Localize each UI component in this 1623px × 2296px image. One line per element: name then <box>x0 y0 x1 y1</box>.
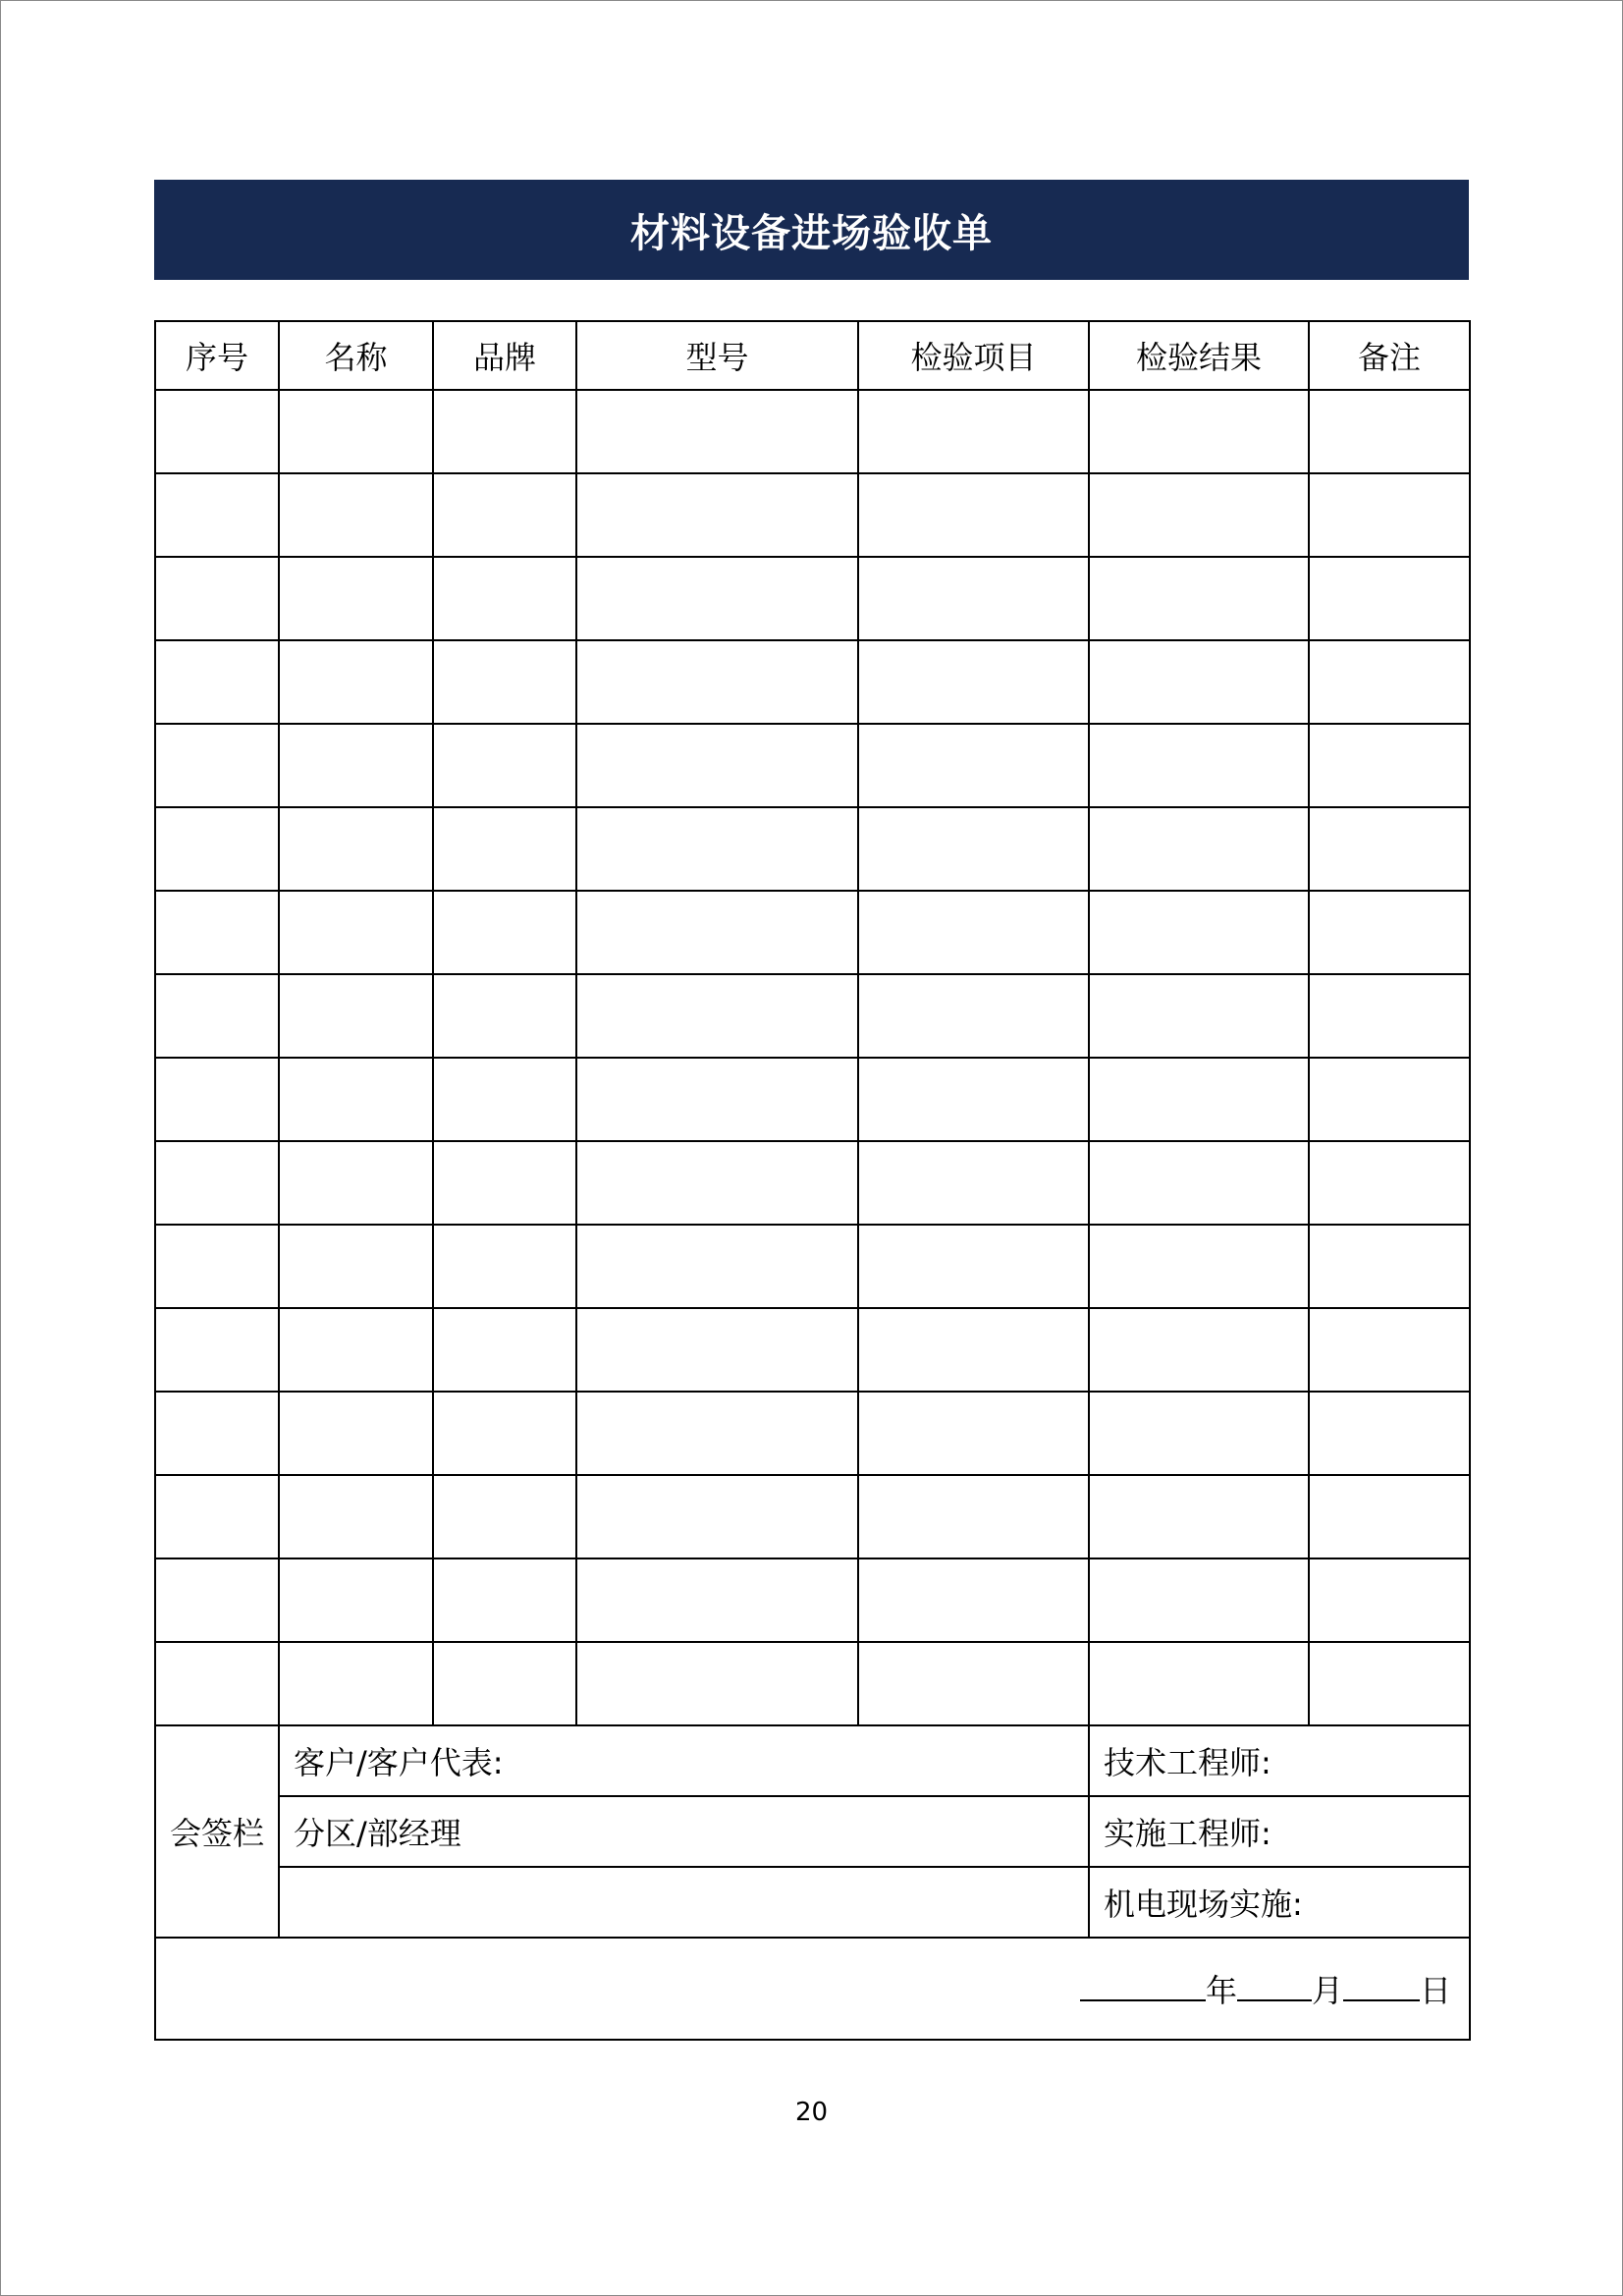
table-row <box>155 974 1470 1058</box>
table-cell[interactable] <box>1309 1642 1470 1725</box>
table-cell[interactable] <box>155 807 279 891</box>
table-row <box>155 1308 1470 1392</box>
table-cell[interactable] <box>576 724 858 807</box>
day-blank[interactable] <box>1343 1970 1420 2001</box>
table-row <box>155 1475 1470 1558</box>
table-cell[interactable] <box>1309 1558 1470 1642</box>
table-cell[interactable] <box>1089 1141 1309 1225</box>
table-cell[interactable] <box>155 473 279 557</box>
table-cell[interactable] <box>1089 1058 1309 1141</box>
table-cell[interactable] <box>279 807 433 891</box>
table-cell[interactable] <box>858 1058 1089 1141</box>
table-cell[interactable] <box>1089 390 1309 473</box>
table-cell[interactable] <box>576 1141 858 1225</box>
table-cell[interactable] <box>1309 557 1470 640</box>
table-row <box>155 1225 1470 1308</box>
signoff-row-2 <box>155 1796 1470 1867</box>
table-row <box>155 557 1470 640</box>
header-row <box>155 321 1470 390</box>
table-cell[interactable] <box>1089 891 1309 974</box>
table-cell[interactable] <box>576 1558 858 1642</box>
date-row <box>155 1938 1470 2040</box>
signoff-customer-rep[interactable]: 客户/客户代表: <box>279 1725 1089 1796</box>
table-cell[interactable] <box>433 1392 576 1475</box>
table-cell[interactable] <box>1089 974 1309 1058</box>
table-cell[interactable] <box>576 1225 858 1308</box>
table-cell[interactable] <box>279 1141 433 1225</box>
table-cell[interactable] <box>1309 807 1470 891</box>
table-row <box>155 891 1470 974</box>
table-cell[interactable] <box>155 1392 279 1475</box>
table-cell[interactable] <box>576 1392 858 1475</box>
table-cell[interactable] <box>433 557 576 640</box>
month-label: 月 <box>1311 1972 1343 2009</box>
table-cell[interactable] <box>155 1475 279 1558</box>
table-cell[interactable] <box>279 390 433 473</box>
table-cell[interactable] <box>1309 974 1470 1058</box>
header-remarks: 备注 <box>1309 321 1470 390</box>
table-cell[interactable] <box>576 891 858 974</box>
date-line <box>155 1938 1470 2040</box>
table-cell[interactable] <box>1089 473 1309 557</box>
signoff-row-1 <box>155 1725 1470 1796</box>
table-cell[interactable] <box>1309 640 1470 724</box>
table-cell[interactable] <box>433 807 576 891</box>
table-cell[interactable] <box>576 390 858 473</box>
signoff-label: 会签栏 <box>155 1725 279 1938</box>
table-cell[interactable] <box>576 1642 858 1725</box>
table-cell[interactable] <box>858 1308 1089 1392</box>
table-cell[interactable] <box>1309 1058 1470 1141</box>
table-cell[interactable] <box>433 974 576 1058</box>
signoff-implementation-engineer[interactable]: 实施工程师: <box>1089 1796 1470 1867</box>
table-cell[interactable] <box>155 974 279 1058</box>
table-cell[interactable] <box>1309 1141 1470 1225</box>
table-row <box>155 473 1470 557</box>
signoff-blank-cell[interactable] <box>279 1867 1089 1938</box>
header-inspection-item: 检验项目 <box>858 321 1089 390</box>
table-row <box>155 640 1470 724</box>
table-cell[interactable] <box>1089 1475 1309 1558</box>
table-cell[interactable] <box>279 891 433 974</box>
table-cell[interactable] <box>433 390 576 473</box>
day-label: 日 <box>1419 1972 1451 2009</box>
table-cell[interactable] <box>1089 1392 1309 1475</box>
table-cell[interactable] <box>279 1308 433 1392</box>
year-label: 年 <box>1205 1972 1237 2009</box>
table-cell[interactable] <box>858 1642 1089 1725</box>
table-cell[interactable] <box>1089 807 1309 891</box>
signoff-mep-site[interactable]: 机电现场实施: <box>1089 1867 1470 1938</box>
table-cell[interactable] <box>279 724 433 807</box>
table-cell[interactable] <box>433 1141 576 1225</box>
table-cell[interactable] <box>279 1475 433 1558</box>
table-cell[interactable] <box>858 557 1089 640</box>
table-cell[interactable] <box>858 974 1089 1058</box>
table-cell[interactable] <box>858 1475 1089 1558</box>
table-cell[interactable] <box>1309 473 1470 557</box>
table-row <box>155 1392 1470 1475</box>
table-cell[interactable] <box>576 974 858 1058</box>
table-cell[interactable] <box>279 1225 433 1308</box>
table-row <box>155 1141 1470 1225</box>
table-cell[interactable] <box>858 1141 1089 1225</box>
table-cell[interactable] <box>279 473 433 557</box>
table-cell[interactable] <box>576 1308 858 1392</box>
table-cell[interactable] <box>576 640 858 724</box>
table-cell[interactable] <box>279 974 433 1058</box>
header-serial: 序号 <box>155 321 279 390</box>
table-cell[interactable] <box>1309 724 1470 807</box>
table-cell[interactable] <box>279 1058 433 1141</box>
table-row <box>155 807 1470 891</box>
table-cell[interactable] <box>858 1392 1089 1475</box>
table-cell[interactable] <box>858 473 1089 557</box>
table-cell[interactable] <box>433 891 576 974</box>
table-cell[interactable] <box>155 640 279 724</box>
table-cell[interactable] <box>858 891 1089 974</box>
table-cell[interactable] <box>1309 1308 1470 1392</box>
header-inspection-result: 检验结果 <box>1089 321 1309 390</box>
table-cell[interactable] <box>433 1642 576 1725</box>
table-cell[interactable] <box>279 557 433 640</box>
signoff-tech-engineer[interactable]: 技术工程师: <box>1089 1725 1470 1796</box>
table-cell[interactable] <box>155 1225 279 1308</box>
header-name: 名称 <box>279 321 433 390</box>
table-cell[interactable] <box>433 473 576 557</box>
table-cell[interactable] <box>576 1475 858 1558</box>
table-cell[interactable] <box>155 1642 279 1725</box>
table-cell[interactable] <box>858 807 1089 891</box>
table-cell[interactable] <box>1089 1308 1309 1392</box>
year-blank[interactable] <box>1080 1970 1206 2001</box>
table-cell[interactable] <box>433 1058 576 1141</box>
table-cell[interactable] <box>279 1392 433 1475</box>
month-blank[interactable] <box>1237 1970 1312 2001</box>
inspection-table <box>154 320 1471 2041</box>
table-cell[interactable] <box>155 390 279 473</box>
table-cell[interactable] <box>433 640 576 724</box>
table-cell[interactable] <box>433 1225 576 1308</box>
table-cell[interactable] <box>433 724 576 807</box>
table-cell[interactable] <box>1089 640 1309 724</box>
table-cell[interactable] <box>1309 1475 1470 1558</box>
table-row <box>155 1642 1470 1725</box>
table-cell[interactable] <box>155 1058 279 1141</box>
table-cell[interactable] <box>1089 557 1309 640</box>
table-cell[interactable] <box>155 891 279 974</box>
table-cell[interactable] <box>155 1141 279 1225</box>
header-brand: 品牌 <box>433 321 576 390</box>
table-cell[interactable] <box>858 1558 1089 1642</box>
page-number: 20 <box>794 2098 829 2127</box>
table-cell[interactable] <box>433 1558 576 1642</box>
table-cell[interactable] <box>576 1058 858 1141</box>
table-cell[interactable] <box>1309 1225 1470 1308</box>
table-cell[interactable] <box>858 724 1089 807</box>
table-cell[interactable] <box>433 1475 576 1558</box>
table-row <box>155 1558 1470 1642</box>
table-row <box>155 390 1470 473</box>
table-cell[interactable] <box>279 640 433 724</box>
signoff-row-3 <box>155 1867 1470 1938</box>
table-row <box>155 1058 1470 1141</box>
table-cell[interactable] <box>858 640 1089 724</box>
table-cell[interactable] <box>1309 390 1470 473</box>
table-cell[interactable] <box>155 557 279 640</box>
table-cell[interactable] <box>858 1225 1089 1308</box>
table-cell[interactable] <box>1089 1642 1309 1725</box>
table-cell[interactable] <box>155 1558 279 1642</box>
table-cell[interactable] <box>1089 1225 1309 1308</box>
page-title: 材料设备进场验收单 <box>630 210 993 256</box>
table-cell[interactable] <box>1309 891 1470 974</box>
table-cell[interactable] <box>1089 1558 1309 1642</box>
table-cell[interactable] <box>576 807 858 891</box>
table-cell[interactable] <box>279 1558 433 1642</box>
table-cell[interactable] <box>576 473 858 557</box>
table-cell[interactable] <box>433 1308 576 1392</box>
signoff-division-manager[interactable]: 分区/部经理 <box>279 1796 1089 1867</box>
table-cell[interactable] <box>279 1642 433 1725</box>
table-cell[interactable] <box>1089 724 1309 807</box>
table-cell[interactable] <box>858 390 1089 473</box>
table-row <box>155 724 1470 807</box>
table-cell[interactable] <box>576 557 858 640</box>
header-model: 型号 <box>576 321 858 390</box>
table-cell[interactable] <box>155 1308 279 1392</box>
title-banner <box>154 180 1469 280</box>
table-cell[interactable] <box>1309 1392 1470 1475</box>
table-cell[interactable] <box>155 724 279 807</box>
